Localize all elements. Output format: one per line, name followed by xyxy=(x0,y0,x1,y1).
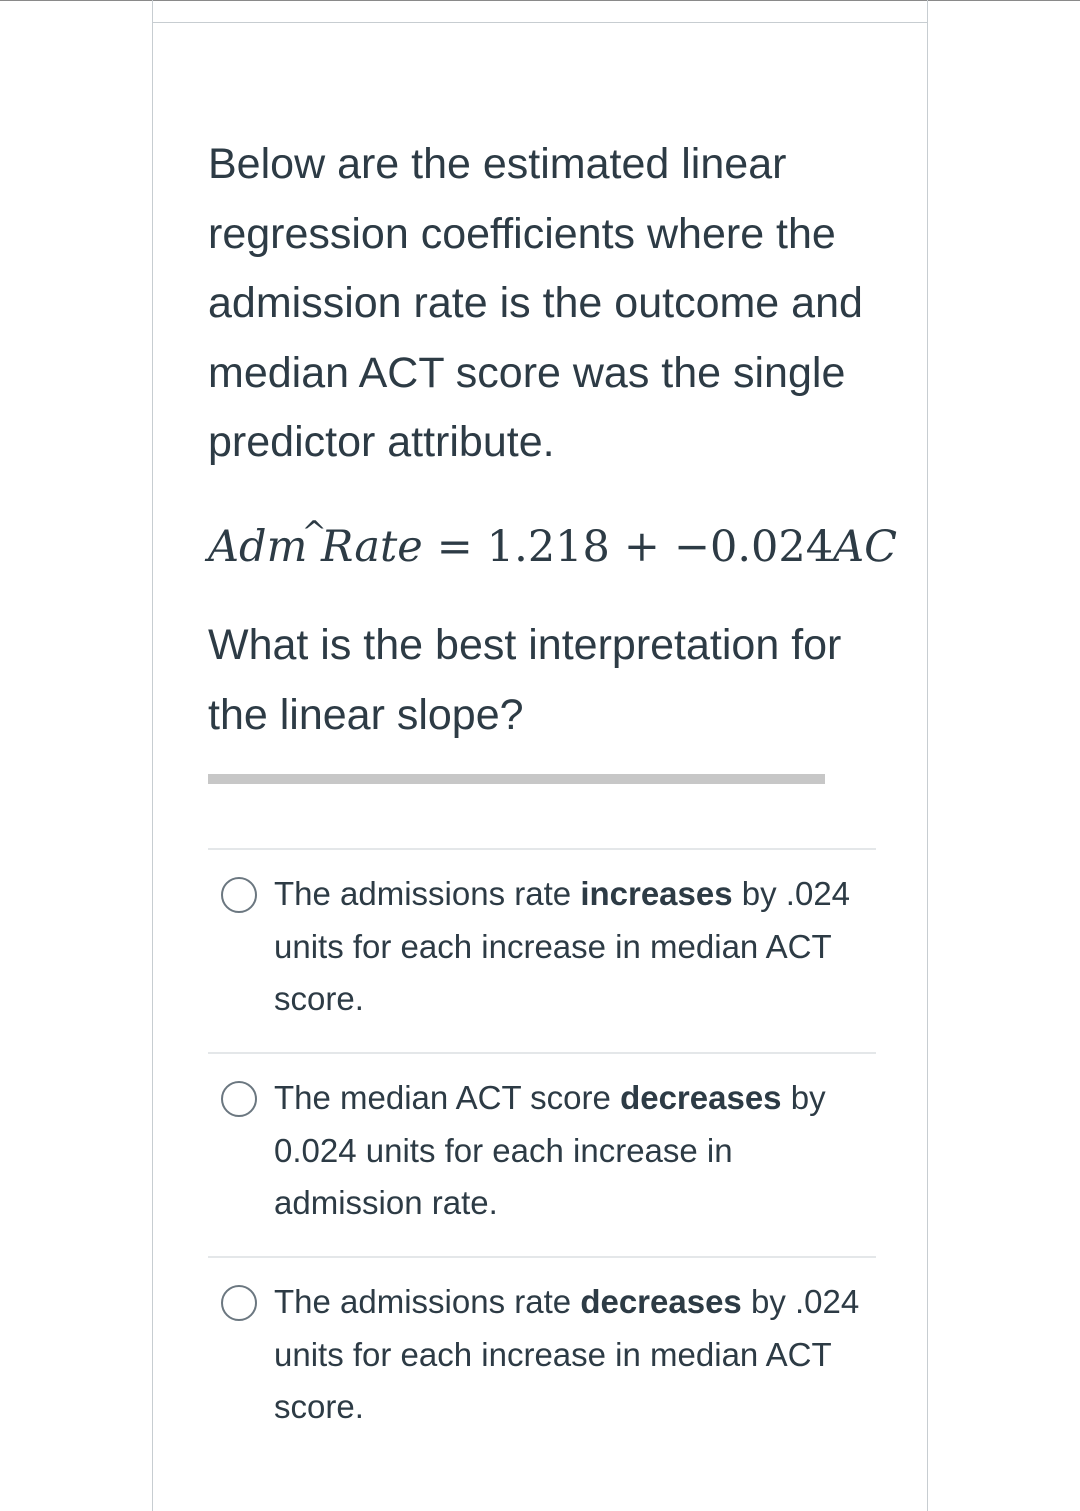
equation-hat: ^ xyxy=(301,515,327,550)
answer-option-3[interactable] xyxy=(208,1256,876,1460)
equation-equals: = xyxy=(436,522,473,572)
answer-separator-bar xyxy=(208,774,825,784)
answer-3-text-end: by .024 units for each increase in median ACT score. xyxy=(274,1283,860,1425)
answer-3-text-start: The admissions rate xyxy=(274,1283,581,1320)
answer-label-3[interactable] xyxy=(274,1276,874,1434)
question-header xyxy=(153,0,927,23)
answer-2-emphasis: decreases xyxy=(620,1079,782,1116)
radio-button-1[interactable] xyxy=(221,877,257,913)
question-card xyxy=(152,0,928,1511)
answer-list xyxy=(208,848,876,1460)
answer-2-text-end: by 0.024 units for each increase in admission rate. xyxy=(274,1079,826,1221)
question-prompt: What is the best interpretation for the linear slope? xyxy=(208,621,842,739)
regression-equation xyxy=(208,515,898,585)
equation-lhs-rate: Rate xyxy=(321,522,423,572)
answer-1-emphasis: increases xyxy=(580,875,733,912)
equation-slope: −0.024 xyxy=(673,522,834,572)
equation-lhs-adm: Adm xyxy=(208,522,308,572)
question-text: Below are the estimated linear regression coefficients where the admission rate is the outcome and median ACT score was the single predictor attribute. xyxy=(208,140,863,466)
answer-3-emphasis: decreases xyxy=(580,1283,742,1320)
equation-intercept: 1.218 xyxy=(486,522,610,572)
answer-1-text-end: by .024 units for each increase in median ACT score. xyxy=(274,875,851,1017)
radio-button-2[interactable] xyxy=(221,1081,257,1117)
equation-plus: + xyxy=(623,522,660,572)
answer-label-2[interactable] xyxy=(274,1072,874,1230)
answer-option-2[interactable] xyxy=(208,1052,876,1256)
answer-2-text-start: The median ACT score xyxy=(274,1079,621,1116)
radio-button-3[interactable] xyxy=(221,1285,257,1321)
equation-rhs-variable: AC xyxy=(833,522,898,572)
answer-label-1[interactable] xyxy=(274,868,874,1026)
answer-1-text-start: The admissions rate xyxy=(274,875,581,912)
equation-hat-wrap xyxy=(301,515,327,579)
answer-option-1[interactable] xyxy=(208,848,876,1052)
